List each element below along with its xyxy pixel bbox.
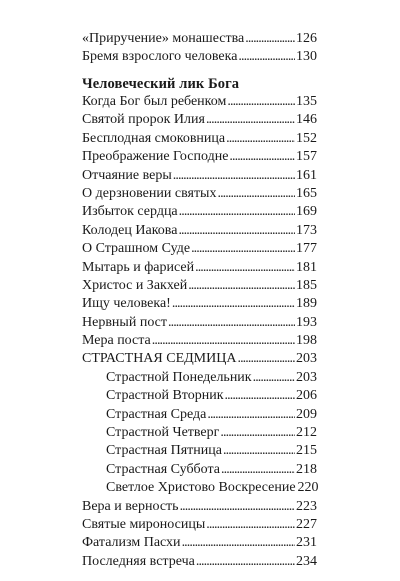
toc-entry-title: О Страшном Суде xyxy=(82,241,191,257)
toc-entry xyxy=(0,295,400,313)
toc-leader-dots xyxy=(152,332,295,350)
toc-entry-page: 157 xyxy=(296,149,317,165)
toc-entry-title: Страстная Суббота xyxy=(106,461,221,477)
toc-leader-dots xyxy=(206,111,295,129)
toc-entry-title: Страстная Пятница xyxy=(106,443,222,459)
toc-entry xyxy=(0,130,400,148)
toc-entry-title: Ищу человека! xyxy=(82,296,171,312)
toc-leader-dots xyxy=(168,314,295,332)
toc-subentry xyxy=(0,461,400,479)
toc-leader-dots xyxy=(206,516,295,534)
toc-entry xyxy=(0,516,400,534)
toc-entry-title: Бесплодная смоковница xyxy=(82,130,226,146)
toc-entry xyxy=(0,277,400,295)
toc-subentry xyxy=(0,406,400,424)
toc-leader-dots xyxy=(180,498,295,516)
toc-entry-title: Страстной Понедельник xyxy=(106,369,252,385)
toc-entry-title: Фатализм Пасхи xyxy=(82,535,181,551)
toc-entry-page: 209 xyxy=(296,406,317,422)
toc-leader-dots xyxy=(238,48,295,66)
toc-entry-page: 135 xyxy=(296,94,317,109)
toc-entry-page: 203 xyxy=(296,369,317,385)
toc-entry-page: 189 xyxy=(296,296,317,312)
toc-leader-dots xyxy=(207,406,295,424)
toc-subentry xyxy=(0,442,400,460)
toc-leader-dots xyxy=(196,553,295,571)
toc-leader-dots xyxy=(173,167,295,185)
toc-leader-dots xyxy=(172,295,295,313)
toc-entry xyxy=(0,203,400,221)
toc-entry-page: 223 xyxy=(296,498,317,514)
toc-entry-page: 169 xyxy=(296,204,317,220)
toc-entry-page: 161 xyxy=(296,167,317,183)
toc-entry-title: Нервный пост xyxy=(82,314,167,330)
toc-entry-title: Мера поста xyxy=(82,333,151,349)
toc-entry-page: 173 xyxy=(296,222,317,238)
toc-entry-page: 177 xyxy=(296,241,317,257)
toc-entry-title: Светлое Христово Воскресение xyxy=(106,480,296,496)
toc-entry xyxy=(0,314,400,332)
toc-entry-page: 212 xyxy=(296,425,317,441)
toc-entry-title: Избыток сердца xyxy=(82,204,178,220)
toc-entry-page: 218 xyxy=(296,461,317,477)
toc-entry-page: 203 xyxy=(296,351,317,367)
toc-entry-title: Мытарь и фарисей xyxy=(82,259,195,275)
toc-entry xyxy=(0,185,400,203)
toc-entry-page: 198 xyxy=(296,333,317,349)
toc-entry-page: 185 xyxy=(296,277,317,293)
toc-entry xyxy=(0,93,400,111)
toc-entry xyxy=(0,534,400,552)
toc-entry xyxy=(0,30,400,48)
toc-entry-page: 130 xyxy=(296,49,317,65)
toc-leader-dots xyxy=(220,424,295,442)
toc-leader-dots xyxy=(227,93,295,111)
toc-entry-title: Страстной Вторник xyxy=(106,388,224,404)
toc-entry-title: Отчаяние веры xyxy=(82,167,172,183)
toc-leader-dots xyxy=(178,222,295,240)
toc-leader-dots xyxy=(226,130,295,148)
toc-entry-title: Святые мироносицы xyxy=(82,516,206,532)
toc-subentry xyxy=(0,424,400,442)
toc-leader-dots xyxy=(253,369,295,387)
toc-entry-title: Христос и Закхей xyxy=(82,277,188,293)
toc-entry-page: 193 xyxy=(296,314,317,330)
toc-entry-page: 126 xyxy=(296,31,317,46)
toc-leader-dots xyxy=(229,148,295,166)
toc-subentry xyxy=(0,369,400,387)
toc-entry-page: 152 xyxy=(296,130,317,146)
toc-entry-page: 206 xyxy=(296,388,317,404)
toc-entry xyxy=(0,240,400,258)
toc-entry-page: 231 xyxy=(296,535,317,551)
toc-entry-title: Колодец Иакова xyxy=(82,222,178,238)
toc-leader-dots xyxy=(179,203,295,221)
toc-entry-title: Страстной Четверг xyxy=(106,425,220,441)
toc-entry xyxy=(0,48,400,66)
toc-entry-title: Когда Бог был ребенком xyxy=(82,94,227,109)
toc-subentry xyxy=(0,387,400,405)
toc-entry xyxy=(0,350,400,368)
toc-entry-title: Бремя взрослого человека xyxy=(82,49,238,65)
toc-entry-page: 220 xyxy=(297,480,319,496)
toc-leader-dots xyxy=(191,240,295,258)
toc-leader-dots xyxy=(245,30,295,48)
toc-entry-page: 227 xyxy=(296,516,317,532)
toc-subentry xyxy=(0,479,400,497)
top-entries xyxy=(0,30,400,67)
toc-entry xyxy=(0,553,400,571)
toc-entry-title: Последняя встреча xyxy=(82,553,195,569)
toc-entry-title: Преображение Господне xyxy=(82,149,229,165)
toc-entry-title: Вера и верность xyxy=(82,498,179,514)
section-heading: Человеческий лик Бога xyxy=(82,76,240,92)
toc-entries-list xyxy=(0,93,400,571)
toc-leader-dots xyxy=(182,534,295,552)
toc-entry-title: СТРАСТНАЯ СЕДМИЦА xyxy=(82,351,237,367)
toc-leader-dots xyxy=(188,277,295,295)
toc-entry-title: Святой пророк Илия xyxy=(82,112,205,128)
toc-leader-dots xyxy=(223,442,295,460)
toc-entry-title: О дерзновении святых xyxy=(82,185,217,201)
toc-entry xyxy=(0,259,400,277)
toc-entry-title: «Приручение» монашества xyxy=(82,31,245,46)
toc-entry xyxy=(0,332,400,350)
toc-entry xyxy=(0,167,400,185)
toc-entry xyxy=(0,222,400,240)
toc-leader-dots xyxy=(225,387,295,405)
toc-entry xyxy=(0,498,400,516)
toc-entry-page: 215 xyxy=(296,443,317,459)
toc-entry-page: 165 xyxy=(296,185,317,201)
toc-entry-page: 234 xyxy=(296,553,317,569)
toc-entry-page: 181 xyxy=(296,259,317,275)
toc-entry-page: 146 xyxy=(296,112,317,128)
toc-leader-dots xyxy=(221,461,295,479)
toc-leader-dots xyxy=(195,259,295,277)
toc-leader-dots xyxy=(217,185,295,203)
toc-entry-title: Страстная Среда xyxy=(106,406,207,422)
toc-entry xyxy=(0,111,400,129)
toc-entry xyxy=(0,148,400,166)
toc-leader-dots xyxy=(237,350,295,368)
